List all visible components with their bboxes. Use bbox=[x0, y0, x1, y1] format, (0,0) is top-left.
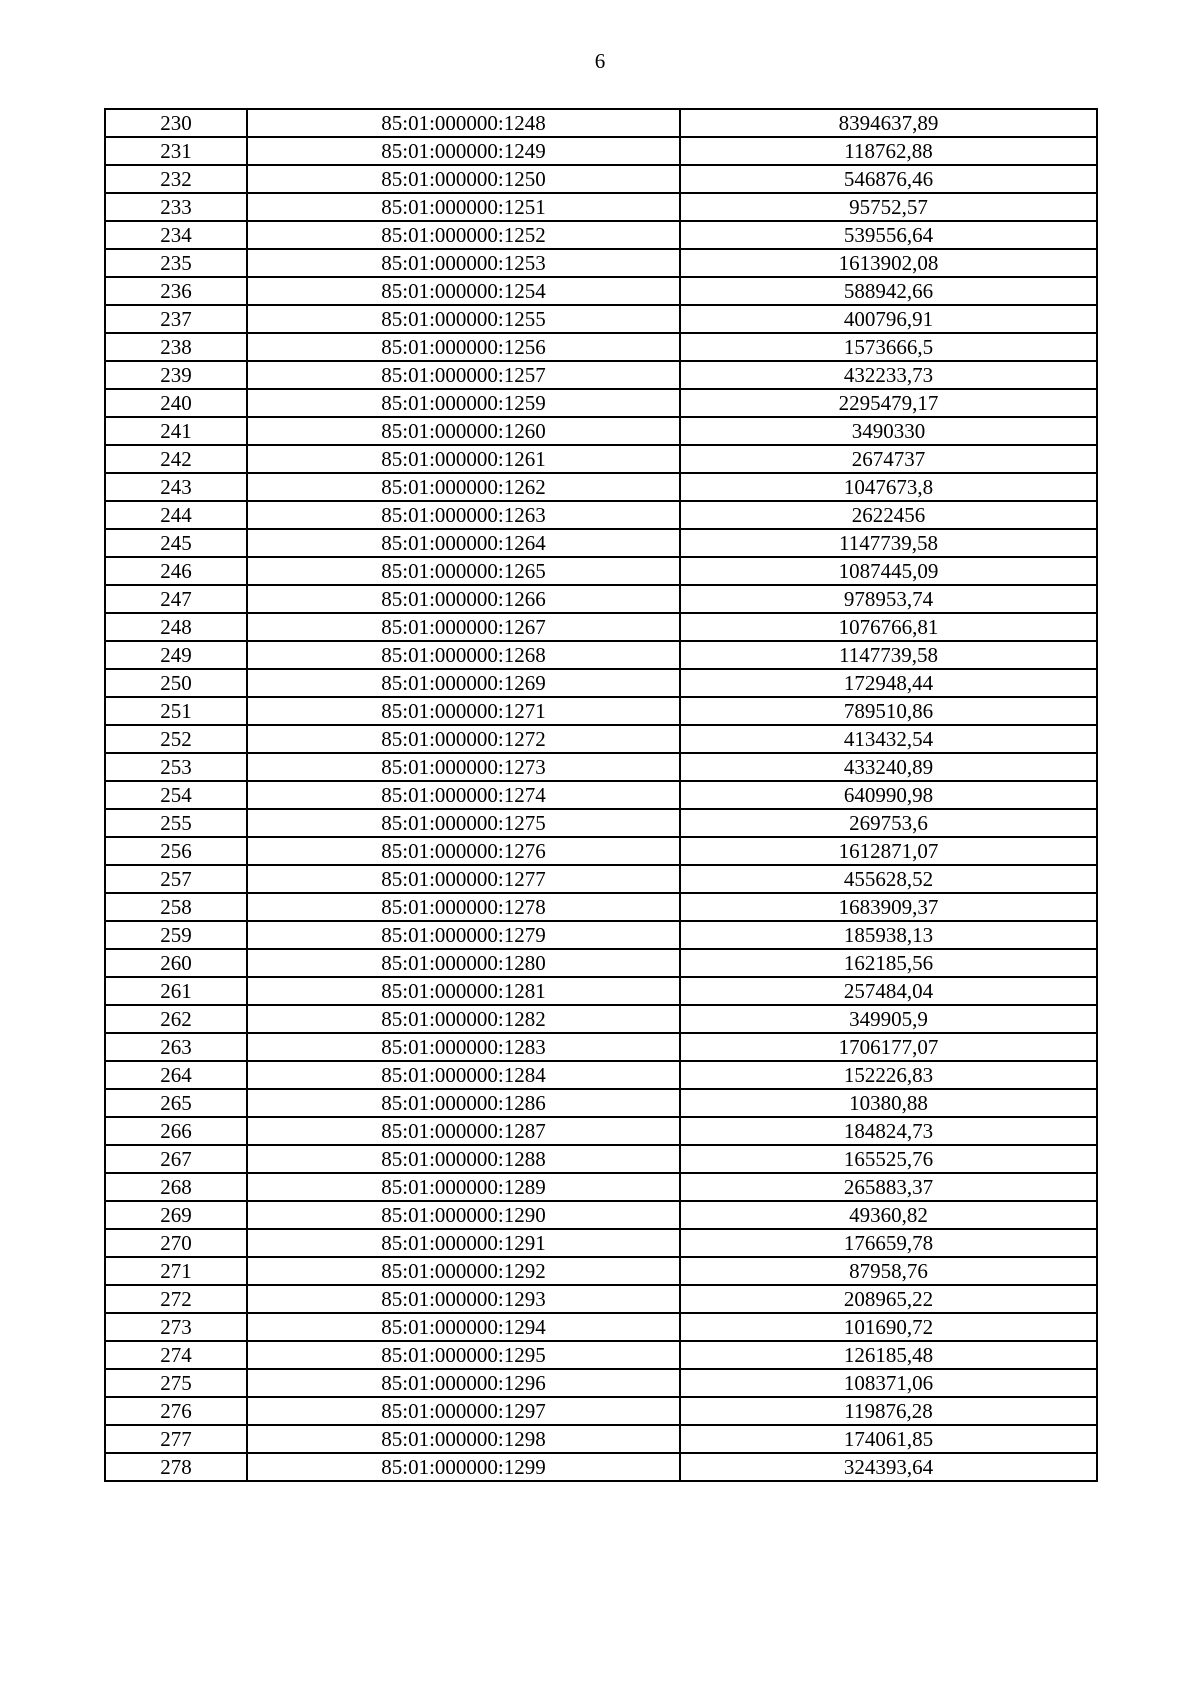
row-number-cell: 259 bbox=[105, 921, 247, 949]
table-row bbox=[105, 221, 1097, 249]
value-cell: 1683909,37 bbox=[680, 893, 1097, 921]
table-row bbox=[105, 193, 1097, 221]
value-cell: 640990,98 bbox=[680, 781, 1097, 809]
table-row bbox=[105, 1145, 1097, 1173]
table-row bbox=[105, 165, 1097, 193]
row-number-cell: 277 bbox=[105, 1425, 247, 1453]
cadastral-number-cell: 85:01:000000:1274 bbox=[247, 781, 680, 809]
cadastral-number-cell: 85:01:000000:1264 bbox=[247, 529, 680, 557]
cadastral-number-cell: 85:01:000000:1266 bbox=[247, 585, 680, 613]
table-row bbox=[105, 949, 1097, 977]
value-cell: 413432,54 bbox=[680, 725, 1097, 753]
value-cell: 539556,64 bbox=[680, 221, 1097, 249]
cadastral-number-cell: 85:01:000000:1267 bbox=[247, 613, 680, 641]
value-cell: 162185,56 bbox=[680, 949, 1097, 977]
value-cell: 1706177,07 bbox=[680, 1033, 1097, 1061]
value-cell: 588942,66 bbox=[680, 277, 1097, 305]
value-cell: 1087445,09 bbox=[680, 557, 1097, 585]
value-cell: 789510,86 bbox=[680, 697, 1097, 725]
value-cell: 108371,06 bbox=[680, 1369, 1097, 1397]
table-row bbox=[105, 725, 1097, 753]
cadastral-number-cell: 85:01:000000:1290 bbox=[247, 1201, 680, 1229]
row-number-cell: 231 bbox=[105, 137, 247, 165]
table-row bbox=[105, 669, 1097, 697]
cadastral-number-cell: 85:01:000000:1272 bbox=[247, 725, 680, 753]
table-row bbox=[105, 529, 1097, 557]
cadastral-number-cell: 85:01:000000:1259 bbox=[247, 389, 680, 417]
value-cell: 1612871,07 bbox=[680, 837, 1097, 865]
table-row bbox=[105, 781, 1097, 809]
value-cell: 1147739,58 bbox=[680, 641, 1097, 669]
row-number-cell: 237 bbox=[105, 305, 247, 333]
value-cell: 324393,64 bbox=[680, 1453, 1097, 1481]
cadastral-number-cell: 85:01:000000:1286 bbox=[247, 1089, 680, 1117]
value-cell: 101690,72 bbox=[680, 1313, 1097, 1341]
value-cell: 184824,73 bbox=[680, 1117, 1097, 1145]
cadastral-number-cell: 85:01:000000:1283 bbox=[247, 1033, 680, 1061]
value-cell: 174061,85 bbox=[680, 1425, 1097, 1453]
value-cell: 95752,57 bbox=[680, 193, 1097, 221]
row-number-cell: 240 bbox=[105, 389, 247, 417]
table-row bbox=[105, 333, 1097, 361]
cadastral-number-cell: 85:01:000000:1282 bbox=[247, 1005, 680, 1033]
value-cell: 257484,04 bbox=[680, 977, 1097, 1005]
value-cell: 265883,37 bbox=[680, 1173, 1097, 1201]
cadastral-number-cell: 85:01:000000:1263 bbox=[247, 501, 680, 529]
cadastral-number-cell: 85:01:000000:1271 bbox=[247, 697, 680, 725]
row-number-cell: 254 bbox=[105, 781, 247, 809]
value-cell: 1573666,5 bbox=[680, 333, 1097, 361]
cadastral-number-cell: 85:01:000000:1289 bbox=[247, 1173, 680, 1201]
row-number-cell: 249 bbox=[105, 641, 247, 669]
cadastral-number-cell: 85:01:000000:1261 bbox=[247, 445, 680, 473]
row-number-cell: 250 bbox=[105, 669, 247, 697]
cadastral-number-cell: 85:01:000000:1260 bbox=[247, 417, 680, 445]
value-cell: 172948,44 bbox=[680, 669, 1097, 697]
value-cell: 208965,22 bbox=[680, 1285, 1097, 1313]
row-number-cell: 239 bbox=[105, 361, 247, 389]
table-row bbox=[105, 1285, 1097, 1313]
row-number-cell: 256 bbox=[105, 837, 247, 865]
table-row bbox=[105, 1201, 1097, 1229]
value-cell: 1613902,08 bbox=[680, 249, 1097, 277]
cadastral-number-cell: 85:01:000000:1288 bbox=[247, 1145, 680, 1173]
value-cell: 269753,6 bbox=[680, 809, 1097, 837]
table-row bbox=[105, 1369, 1097, 1397]
value-cell: 3490330 bbox=[680, 417, 1097, 445]
cadastral-number-cell: 85:01:000000:1296 bbox=[247, 1369, 680, 1397]
row-number-cell: 257 bbox=[105, 865, 247, 893]
row-number-cell: 258 bbox=[105, 893, 247, 921]
row-number-cell: 248 bbox=[105, 613, 247, 641]
cadastral-number-cell: 85:01:000000:1255 bbox=[247, 305, 680, 333]
table-row bbox=[105, 417, 1097, 445]
table-row bbox=[105, 893, 1097, 921]
cadastral-number-cell: 85:01:000000:1277 bbox=[247, 865, 680, 893]
row-number-cell: 262 bbox=[105, 1005, 247, 1033]
value-cell: 2622456 bbox=[680, 501, 1097, 529]
table-row bbox=[105, 1005, 1097, 1033]
value-cell: 8394637,89 bbox=[680, 109, 1097, 137]
value-cell: 432233,73 bbox=[680, 361, 1097, 389]
value-cell: 433240,89 bbox=[680, 753, 1097, 781]
row-number-cell: 266 bbox=[105, 1117, 247, 1145]
row-number-cell: 255 bbox=[105, 809, 247, 837]
row-number-cell: 276 bbox=[105, 1397, 247, 1425]
table-row bbox=[105, 249, 1097, 277]
value-cell: 2674737 bbox=[680, 445, 1097, 473]
table-row bbox=[105, 1033, 1097, 1061]
table-row bbox=[105, 501, 1097, 529]
table-row bbox=[105, 753, 1097, 781]
row-number-cell: 278 bbox=[105, 1453, 247, 1481]
row-number-cell: 233 bbox=[105, 193, 247, 221]
value-cell: 1047673,8 bbox=[680, 473, 1097, 501]
value-cell: 978953,74 bbox=[680, 585, 1097, 613]
cadastral-number-cell: 85:01:000000:1250 bbox=[247, 165, 680, 193]
cadastral-number-cell: 85:01:000000:1284 bbox=[247, 1061, 680, 1089]
row-number-cell: 275 bbox=[105, 1369, 247, 1397]
row-number-cell: 234 bbox=[105, 221, 247, 249]
table-row bbox=[105, 445, 1097, 473]
table-row bbox=[105, 1453, 1097, 1481]
row-number-cell: 241 bbox=[105, 417, 247, 445]
cadastral-number-cell: 85:01:000000:1269 bbox=[247, 669, 680, 697]
row-number-cell: 265 bbox=[105, 1089, 247, 1117]
cadastral-number-cell: 85:01:000000:1257 bbox=[247, 361, 680, 389]
value-cell: 87958,76 bbox=[680, 1257, 1097, 1285]
value-cell: 546876,46 bbox=[680, 165, 1097, 193]
row-number-cell: 243 bbox=[105, 473, 247, 501]
value-cell: 152226,83 bbox=[680, 1061, 1097, 1089]
table-row bbox=[105, 921, 1097, 949]
cadastral-number-cell: 85:01:000000:1297 bbox=[247, 1397, 680, 1425]
table-row bbox=[105, 473, 1097, 501]
row-number-cell: 246 bbox=[105, 557, 247, 585]
row-number-cell: 238 bbox=[105, 333, 247, 361]
row-number-cell: 230 bbox=[105, 109, 247, 137]
value-cell: 126185,48 bbox=[680, 1341, 1097, 1369]
cadastral-number-cell: 85:01:000000:1295 bbox=[247, 1341, 680, 1369]
row-number-cell: 244 bbox=[105, 501, 247, 529]
value-cell: 400796,91 bbox=[680, 305, 1097, 333]
table-row bbox=[105, 557, 1097, 585]
cadastral-number-cell: 85:01:000000:1287 bbox=[247, 1117, 680, 1145]
value-cell: 1147739,58 bbox=[680, 529, 1097, 557]
row-number-cell: 260 bbox=[105, 949, 247, 977]
table-row bbox=[105, 1313, 1097, 1341]
row-number-cell: 273 bbox=[105, 1313, 247, 1341]
cadastral-number-cell: 85:01:000000:1248 bbox=[247, 109, 680, 137]
cadastral-number-cell: 85:01:000000:1294 bbox=[247, 1313, 680, 1341]
value-cell: 10380,88 bbox=[680, 1089, 1097, 1117]
value-cell: 118762,88 bbox=[680, 137, 1097, 165]
cadastral-number-cell: 85:01:000000:1252 bbox=[247, 221, 680, 249]
table-row bbox=[105, 977, 1097, 1005]
table-row bbox=[105, 697, 1097, 725]
table-row bbox=[105, 1425, 1097, 1453]
cadastral-number-cell: 85:01:000000:1298 bbox=[247, 1425, 680, 1453]
row-number-cell: 236 bbox=[105, 277, 247, 305]
page-number: 6 bbox=[594, 49, 606, 73]
cadastral-number-cell: 85:01:000000:1253 bbox=[247, 249, 680, 277]
value-cell: 185938,13 bbox=[680, 921, 1097, 949]
row-number-cell: 267 bbox=[105, 1145, 247, 1173]
value-cell: 165525,76 bbox=[680, 1145, 1097, 1173]
row-number-cell: 247 bbox=[105, 585, 247, 613]
cadastral-number-cell: 85:01:000000:1275 bbox=[247, 809, 680, 837]
cadastral-number-cell: 85:01:000000:1268 bbox=[247, 641, 680, 669]
row-number-cell: 270 bbox=[105, 1229, 247, 1257]
cadastral-number-cell: 85:01:000000:1280 bbox=[247, 949, 680, 977]
row-number-cell: 242 bbox=[105, 445, 247, 473]
row-number-cell: 245 bbox=[105, 529, 247, 557]
cadastral-number-cell: 85:01:000000:1276 bbox=[247, 837, 680, 865]
data-table bbox=[104, 108, 1098, 1482]
cadastral-number-cell: 85:01:000000:1251 bbox=[247, 193, 680, 221]
cadastral-number-cell: 85:01:000000:1262 bbox=[247, 473, 680, 501]
table-row bbox=[105, 1173, 1097, 1201]
row-number-cell: 269 bbox=[105, 1201, 247, 1229]
row-number-cell: 253 bbox=[105, 753, 247, 781]
row-number-cell: 235 bbox=[105, 249, 247, 277]
cadastral-number-cell: 85:01:000000:1293 bbox=[247, 1285, 680, 1313]
row-number-cell: 268 bbox=[105, 1173, 247, 1201]
cadastral-number-cell: 85:01:000000:1265 bbox=[247, 557, 680, 585]
table-row bbox=[105, 1117, 1097, 1145]
cadastral-number-cell: 85:01:000000:1281 bbox=[247, 977, 680, 1005]
value-cell: 119876,28 bbox=[680, 1397, 1097, 1425]
row-number-cell: 263 bbox=[105, 1033, 247, 1061]
cadastral-number-cell: 85:01:000000:1256 bbox=[247, 333, 680, 361]
table-row bbox=[105, 585, 1097, 613]
cadastral-number-cell: 85:01:000000:1249 bbox=[247, 137, 680, 165]
table-row bbox=[105, 1341, 1097, 1369]
table-row bbox=[105, 613, 1097, 641]
row-number-cell: 274 bbox=[105, 1341, 247, 1369]
row-number-cell: 271 bbox=[105, 1257, 247, 1285]
cadastral-number-cell: 85:01:000000:1291 bbox=[247, 1229, 680, 1257]
row-number-cell: 264 bbox=[105, 1061, 247, 1089]
table-row bbox=[105, 389, 1097, 417]
value-cell: 176659,78 bbox=[680, 1229, 1097, 1257]
table-row bbox=[105, 1061, 1097, 1089]
table-row bbox=[105, 809, 1097, 837]
table-row bbox=[105, 1397, 1097, 1425]
table-row bbox=[105, 1089, 1097, 1117]
row-number-cell: 272 bbox=[105, 1285, 247, 1313]
cadastral-number-cell: 85:01:000000:1273 bbox=[247, 753, 680, 781]
value-cell: 455628,52 bbox=[680, 865, 1097, 893]
table-row bbox=[105, 361, 1097, 389]
table-row bbox=[105, 109, 1097, 137]
value-cell: 349905,9 bbox=[680, 1005, 1097, 1033]
row-number-cell: 232 bbox=[105, 165, 247, 193]
table-row bbox=[105, 305, 1097, 333]
cadastral-number-cell: 85:01:000000:1279 bbox=[247, 921, 680, 949]
table-row bbox=[105, 837, 1097, 865]
row-number-cell: 261 bbox=[105, 977, 247, 1005]
table-row bbox=[105, 641, 1097, 669]
table-row bbox=[105, 137, 1097, 165]
cadastral-number-cell: 85:01:000000:1254 bbox=[247, 277, 680, 305]
table-row bbox=[105, 1229, 1097, 1257]
row-number-cell: 251 bbox=[105, 697, 247, 725]
value-cell: 2295479,17 bbox=[680, 389, 1097, 417]
table-row bbox=[105, 1257, 1097, 1285]
value-cell: 49360,82 bbox=[680, 1201, 1097, 1229]
cadastral-number-cell: 85:01:000000:1292 bbox=[247, 1257, 680, 1285]
cadastral-number-cell: 85:01:000000:1299 bbox=[247, 1453, 680, 1481]
row-number-cell: 252 bbox=[105, 725, 247, 753]
table-body bbox=[105, 109, 1097, 1481]
cadastral-number-cell: 85:01:000000:1278 bbox=[247, 893, 680, 921]
table-row bbox=[105, 865, 1097, 893]
value-cell: 1076766,81 bbox=[680, 613, 1097, 641]
table-row bbox=[105, 277, 1097, 305]
